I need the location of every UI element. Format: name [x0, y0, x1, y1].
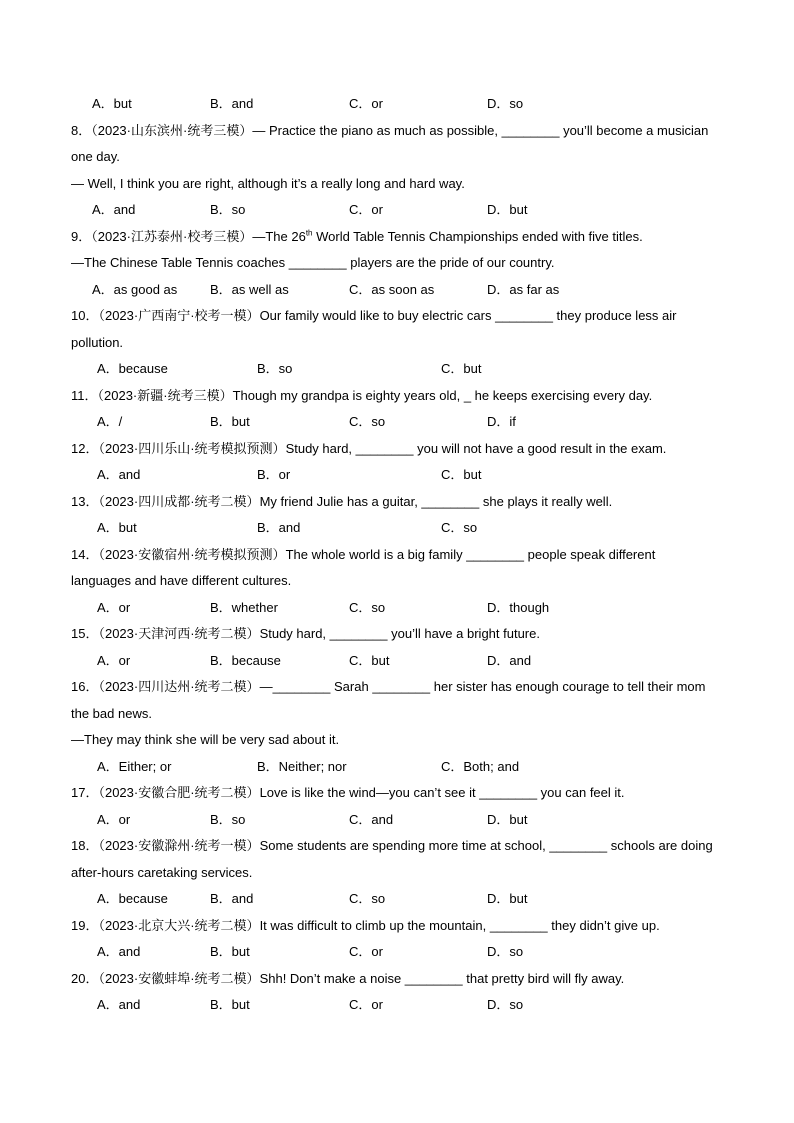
- question-text-continued: after-hours caretaking services.: [71, 864, 253, 880]
- previous-question-options: [0, 91, 794, 118]
- question-17: [0, 780, 794, 833]
- question-stem: [0, 118, 794, 145]
- question-stem: [0, 436, 794, 463]
- question-number: 17．: [71, 785, 99, 800]
- question-number: 12．: [71, 440, 99, 456]
- option-a: A．and: [97, 944, 141, 959]
- option-d: D．but: [487, 811, 528, 827]
- option-c: C．or: [349, 96, 383, 111]
- option-a: A．as good as: [92, 281, 178, 297]
- option-a: A．but: [97, 520, 137, 535]
- question-text: —________ Sarah ________ her sister has enough courage to tell their mom: [259, 679, 706, 694]
- question-source: （2023·安徽合肥·统考二模）: [98, 785, 260, 800]
- option-b: B．whether: [210, 599, 278, 615]
- question-number: 11．: [71, 387, 98, 403]
- option-a: A．because: [97, 361, 168, 376]
- question-stem: [0, 303, 794, 330]
- answer-options: [0, 992, 794, 1019]
- question-text-continued: the bad news.: [71, 705, 152, 721]
- question-text: Our family would like to buy electric cars ________ they produce less air: [259, 308, 677, 323]
- option-b: B．so: [210, 202, 246, 217]
- question-source: （2023·天津河西·统考二模）: [98, 626, 260, 641]
- option-c: C．or: [349, 202, 383, 217]
- option-d: D．but: [487, 202, 528, 217]
- question-stem: [0, 913, 794, 940]
- answer-options: [0, 939, 794, 966]
- option-c: C．or: [349, 997, 383, 1012]
- question-stem: [0, 383, 794, 410]
- option-d: D．though: [487, 599, 550, 615]
- answer-options: [0, 277, 794, 304]
- question-text: Study hard, ________ you’ll have a bright future.: [259, 626, 540, 641]
- answer-options: [0, 409, 794, 436]
- option-b: B．or: [257, 467, 291, 482]
- question-text-continued: languages and have different cultures.: [71, 573, 292, 588]
- question-20: [0, 966, 794, 1019]
- option-c: C．Both; and: [441, 758, 520, 774]
- dialogue-reply: — Well, I think you are right, although it’s a really long and hard way.: [71, 175, 465, 191]
- dialogue-reply: —The Chinese Table Tennis coaches ________ players are the pride of our country.: [71, 255, 555, 270]
- option-d: D．so: [487, 997, 524, 1012]
- option-b: B．and: [210, 891, 254, 906]
- question-19: [0, 913, 794, 966]
- question-text: Love is like the wind—you can’t see it ________ you can feel it.: [259, 785, 625, 800]
- question-source: （2023·新疆·统考三模）: [97, 387, 233, 403]
- answer-options: [0, 462, 794, 489]
- question-12: [0, 436, 794, 489]
- option-c: C．so: [441, 520, 478, 535]
- question-source: （2023·四川达州·统考二模）: [98, 679, 260, 694]
- option-c: C．so: [349, 599, 386, 615]
- question-8: [0, 118, 794, 224]
- option-c: C．so: [349, 891, 386, 906]
- option-a: A．Either; or: [97, 758, 172, 774]
- question-text: The whole world is a big family ________ people speak different: [285, 546, 656, 562]
- option-a: A．or: [97, 652, 131, 668]
- question-number: 20．: [71, 970, 99, 986]
- dialogue-reply: —They may think she will be very sad about it.: [71, 732, 340, 747]
- question-11: [0, 383, 794, 436]
- question-number: 8．: [71, 122, 92, 138]
- question-text: Shh! Don’t make a noise ________ that pretty bird will fly away.: [259, 970, 625, 986]
- option-a: A．or: [97, 811, 131, 827]
- question-number: 16．: [71, 679, 99, 694]
- option-c: C．but: [441, 361, 482, 376]
- question-stem: [0, 224, 794, 251]
- answer-options: [0, 595, 794, 622]
- option-c: C．or: [349, 944, 383, 959]
- question-stem: [0, 542, 794, 569]
- question-15: [0, 621, 794, 674]
- question-13: [0, 489, 794, 542]
- option-a: A．but: [92, 96, 132, 111]
- question-number: 15．: [71, 626, 99, 641]
- question-text: Though my grandpa is eighty years old, _ he keeps exercising every day.: [232, 387, 653, 403]
- question-text-continued: pollution.: [71, 334, 124, 350]
- question-stem: [0, 833, 794, 860]
- option-d: D．so: [487, 944, 524, 959]
- question-number: 18．: [71, 838, 99, 853]
- option-b: B．but: [210, 944, 250, 959]
- question-text: Some students are spending more time at school, ________ schools are doing: [259, 838, 713, 853]
- option-a: A．and: [97, 997, 141, 1012]
- question-source: （2023·安徽滁州·统考一模）: [98, 838, 260, 853]
- option-b: B．so: [210, 811, 246, 827]
- option-a: A．or: [97, 599, 131, 615]
- option-b: B．but: [210, 997, 250, 1012]
- question-text: Study hard, ________ you will not have a good result in the exam.: [285, 440, 667, 456]
- option-a: A．and: [92, 202, 136, 217]
- option-d: D．but: [487, 891, 528, 906]
- option-c: C．as soon as: [349, 281, 435, 297]
- question-stem: [0, 489, 794, 516]
- question-source: （2023·四川成都·统考二模）: [98, 493, 260, 509]
- option-c: C．but: [441, 467, 482, 482]
- option-b: B．so: [257, 361, 293, 376]
- option-b: B．but: [210, 414, 250, 429]
- option-b: B．because: [210, 652, 281, 668]
- question-number: 10．: [71, 308, 99, 323]
- option-a: A．and: [97, 467, 141, 482]
- question-text-tail: World Table Tennis Championships ended with five titles.: [312, 228, 643, 244]
- option-a: A．because: [97, 891, 168, 906]
- option-b: B．Neither; nor: [257, 758, 347, 774]
- option-d: D．so: [487, 96, 524, 111]
- question-number: 19．: [71, 917, 99, 933]
- question-number: 14．: [71, 546, 99, 562]
- question-text: It was difficult to climb up the mountain, ________ they didn’t give up.: [259, 917, 660, 933]
- question-source: （2023·广西南宁·校考一模）: [98, 308, 260, 323]
- answer-options: [0, 886, 794, 913]
- question-number: 13．: [71, 493, 99, 509]
- question-9: [0, 224, 794, 304]
- answer-options: [0, 515, 794, 542]
- question-source: （2023·安徽宿州·统考模拟预测）: [98, 546, 286, 562]
- option-c: C．so: [349, 414, 386, 429]
- question-text: My friend Julie has a guitar, ________ she plays it really well.: [259, 493, 613, 509]
- question-stem: [0, 621, 794, 648]
- question-text-continued: one day.: [71, 149, 120, 164]
- question-source: （2023·北京大兴·统考二模）: [98, 917, 260, 933]
- question-stem: [0, 780, 794, 807]
- answer-options: [0, 356, 794, 383]
- ordinal-superscript: th: [305, 228, 313, 238]
- option-d: D．and: [487, 652, 532, 668]
- answer-options: [0, 648, 794, 675]
- question-text: —The 26: [252, 228, 306, 244]
- question-stem: [0, 966, 794, 993]
- question-number: 9．: [71, 228, 92, 244]
- option-c: C．but: [349, 652, 390, 668]
- question-source: （2023·山东滨州·统考三模）: [91, 122, 253, 138]
- question-14: [0, 542, 794, 622]
- option-b: B．as well as: [210, 281, 289, 297]
- question-10: [0, 303, 794, 383]
- question-stem: [0, 674, 794, 701]
- question-18: [0, 833, 794, 913]
- option-d: D．as far as: [487, 281, 560, 297]
- answer-options: [0, 754, 794, 781]
- option-c: C．and: [349, 811, 394, 827]
- option-d: D．if: [487, 414, 516, 429]
- question-source: （2023·四川乐山·统考模拟预测）: [98, 440, 286, 456]
- question-16: [0, 674, 794, 780]
- answer-options: [0, 197, 794, 224]
- option-b: B．and: [257, 520, 301, 535]
- option-a: A．/: [97, 414, 123, 429]
- question-source: （2023·江苏泰州·校考三模）: [91, 228, 253, 244]
- question-text: — Practice the piano as much as possible, ________ you’ll become a musician: [252, 122, 709, 138]
- answer-options: [0, 807, 794, 834]
- question-source: （2023·安徽蚌埠·统考二模）: [98, 970, 260, 986]
- option-b: B．and: [210, 96, 254, 111]
